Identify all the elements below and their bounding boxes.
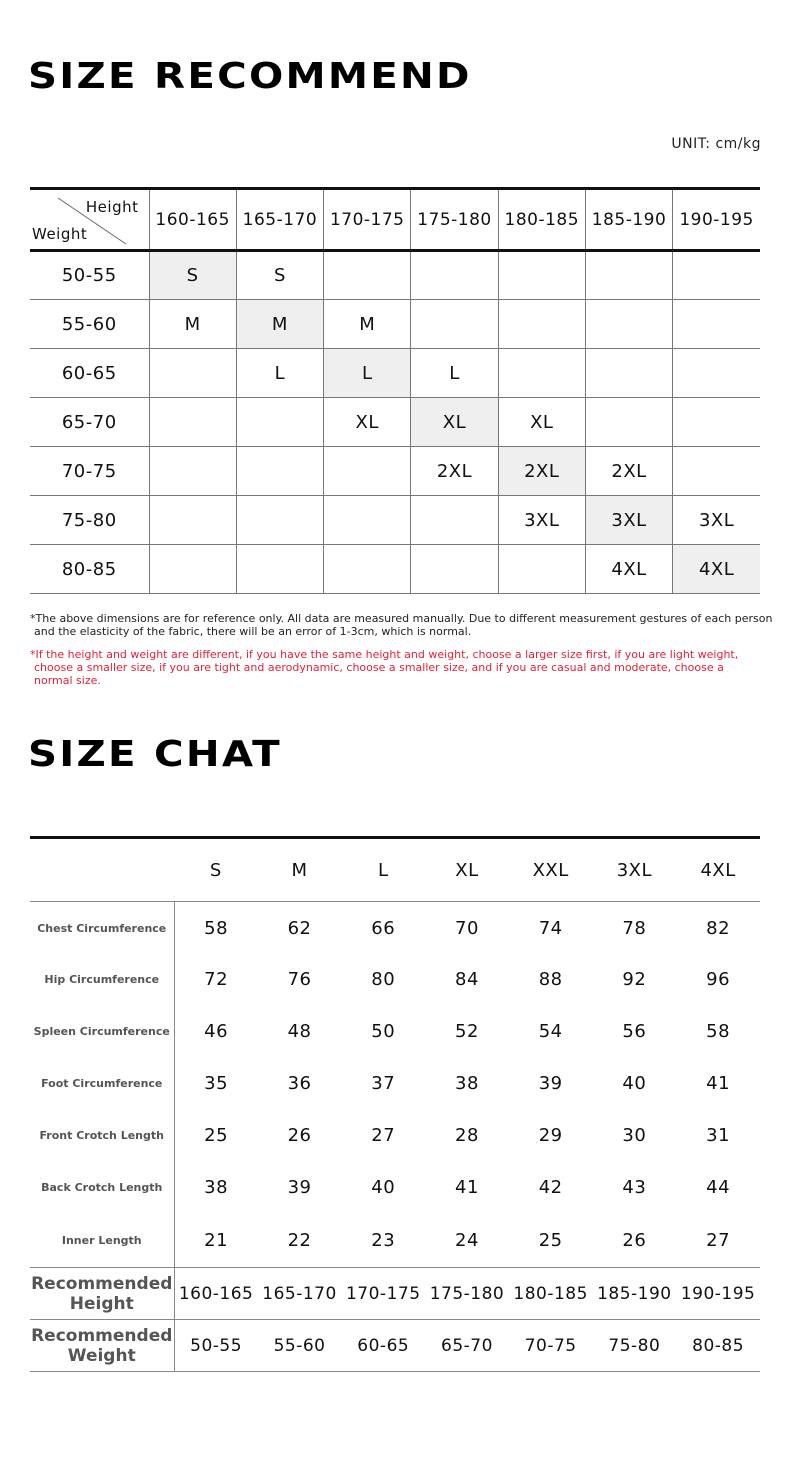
- measurement-value: 75-80: [593, 1320, 677, 1372]
- measurement-value: 23: [371, 1229, 396, 1251]
- size-cell: [585, 251, 672, 300]
- height-range-header: 160-165: [149, 189, 236, 251]
- weight-row: [30, 251, 760, 300]
- reference-note: [30, 612, 775, 638]
- measurement-value: 160-165: [174, 1268, 258, 1320]
- measurement-value: 38: [455, 1073, 479, 1094]
- size-cell: [498, 545, 585, 594]
- measurement-value: 42: [538, 1177, 563, 1198]
- measurement-label: Spleen Circumference: [30, 1006, 174, 1058]
- measurement-value: 70-75: [509, 1320, 593, 1372]
- size-header: L: [341, 838, 425, 902]
- weight-row: [30, 447, 760, 496]
- size-cell: 3XL: [498, 496, 585, 545]
- measurement-value: 39: [287, 1177, 312, 1198]
- measurement-value: 21: [204, 1229, 229, 1251]
- weight-row: [30, 300, 760, 349]
- measurement-value: 39: [538, 1073, 563, 1094]
- size-cell: [673, 447, 760, 496]
- measurement-value: 40: [371, 1177, 396, 1198]
- measurement-value: 22: [287, 1229, 312, 1251]
- measurement-value: 29: [538, 1125, 563, 1146]
- size-cell: [324, 545, 411, 594]
- size-cell: [324, 447, 411, 496]
- advice-note-line: choose a smaller size, if you are tight and aerodynamic, choose a smaller size, and if you are casual and moderate, choose a: [34, 661, 724, 674]
- measurement-value: 76: [287, 969, 312, 990]
- measurement-value: 190-195: [676, 1268, 760, 1320]
- size-cell: [498, 349, 585, 398]
- measurement-value: 38: [204, 1177, 229, 1198]
- advice-note-line: *If the height and weight are different, if you have the same height and weight, choose a larger size first, if you are light weight,: [30, 648, 739, 661]
- sizing-advice-note: [30, 648, 775, 687]
- measurement-row: [30, 1214, 760, 1268]
- size-cell: 3XL: [673, 496, 760, 545]
- size-header: S: [174, 838, 258, 902]
- measurement-value: 25: [204, 1125, 229, 1146]
- reference-note-line: and the elasticity of the fabric, there will be an error of 1-3cm, which is normal.: [34, 625, 472, 638]
- measurement-value: 46: [204, 1021, 229, 1042]
- measurement-row: [30, 954, 760, 1006]
- measurement-value: 52: [455, 1021, 479, 1042]
- size-cell: 3XL: [585, 496, 672, 545]
- weight-row: [30, 496, 760, 545]
- measurement-value: 48: [287, 1021, 312, 1042]
- measurement-value: 25: [538, 1229, 563, 1251]
- size-cell: 2XL: [411, 447, 498, 496]
- size-cell: [673, 300, 760, 349]
- measurement-row: [30, 902, 760, 954]
- size-cell: [236, 496, 323, 545]
- measurement-value: 80-85: [676, 1320, 760, 1372]
- measurement-value: 44: [706, 1177, 731, 1198]
- measurement-value: 65-70: [425, 1320, 509, 1372]
- measurement-value: 31: [706, 1125, 731, 1146]
- size-cell: [673, 398, 760, 447]
- measurement-label: Inner Length: [30, 1214, 174, 1268]
- measurement-value: 50-55: [174, 1320, 258, 1372]
- measurement-value: 92: [622, 969, 647, 990]
- size-cell: L: [411, 349, 498, 398]
- size-cell: XL: [498, 398, 585, 447]
- measurement-value: 70: [455, 918, 479, 940]
- height-range-header: 180-185: [498, 189, 585, 251]
- measurement-value: 54: [538, 1021, 563, 1042]
- measurement-value: 50: [371, 1021, 396, 1042]
- size-cell: [149, 398, 236, 447]
- size-header: 4XL: [676, 838, 760, 902]
- measurement-value: 55-60: [258, 1320, 342, 1372]
- size-cell: [585, 300, 672, 349]
- measurement-value: 78: [622, 918, 647, 940]
- unit-label: UNIT: cm/kg: [671, 136, 761, 152]
- measurement-value: 30: [622, 1125, 647, 1146]
- size-cell: [673, 349, 760, 398]
- size-cell: S: [149, 251, 236, 300]
- size-cell: [585, 398, 672, 447]
- advice-note-line: normal size.: [34, 674, 101, 687]
- measurement-value: 96: [706, 969, 731, 990]
- size-cell: [324, 496, 411, 545]
- height-axis-label: Height: [85, 198, 139, 216]
- height-header-row: [30, 189, 760, 251]
- weight-range-label: 75-80: [30, 496, 149, 545]
- size-recommend-title: SIZE RECOMMEND: [28, 56, 472, 97]
- measurement-row: [30, 1162, 760, 1214]
- measurement-value: 40: [622, 1073, 647, 1094]
- size-cell: [149, 545, 236, 594]
- measurement-value: 26: [622, 1229, 647, 1251]
- size-header: XXL: [509, 838, 593, 902]
- size-cell: 2XL: [498, 447, 585, 496]
- measurement-label: Front Crotch Length: [30, 1110, 174, 1162]
- measurement-value: 36: [287, 1073, 312, 1094]
- size-chart-table: [30, 836, 760, 1372]
- measurement-value: 27: [371, 1125, 396, 1146]
- weight-range-label: 50-55: [30, 251, 149, 300]
- measurement-value: 84: [455, 969, 479, 990]
- size-cell: [411, 496, 498, 545]
- height-range-header: 175-180: [411, 189, 498, 251]
- measurement-value: 66: [371, 918, 396, 940]
- height-range-header: 165-170: [236, 189, 323, 251]
- size-cell: [236, 545, 323, 594]
- size-cell: L: [324, 349, 411, 398]
- measurement-label: Recommended Height: [30, 1268, 174, 1320]
- size-cell: S: [236, 251, 323, 300]
- size-cell: 4XL: [673, 545, 760, 594]
- size-cell: [673, 251, 760, 300]
- measurement-value: 180-185: [509, 1268, 593, 1320]
- size-header: M: [258, 838, 342, 902]
- size-cell: [411, 251, 498, 300]
- size-header: 3XL: [593, 838, 677, 902]
- size-cell: [585, 349, 672, 398]
- height-range-header: 185-190: [585, 189, 672, 251]
- measurement-label: Chest Circumference: [30, 902, 174, 954]
- weight-range-label: 65-70: [30, 398, 149, 447]
- weight-row: [30, 398, 760, 447]
- measurement-label: Foot Circumference: [30, 1058, 174, 1110]
- measurement-value: 56: [622, 1021, 647, 1042]
- measurement-value: 72: [204, 969, 229, 990]
- size-cell: [411, 545, 498, 594]
- measurement-row: [30, 1006, 760, 1058]
- size-cell: M: [324, 300, 411, 349]
- measurement-row: [30, 1110, 760, 1162]
- measurement-value: 43: [622, 1177, 647, 1198]
- measurement-label: Back Crotch Length: [30, 1162, 174, 1214]
- measurement-value: 88: [538, 969, 563, 990]
- weight-range-label: 55-60: [30, 300, 149, 349]
- weight-row: [30, 545, 760, 594]
- measurement-label: Recommended Weight: [30, 1320, 174, 1372]
- size-header-row: [30, 838, 760, 902]
- blank-header-cell: [30, 838, 174, 902]
- measurement-value: 58: [706, 1021, 731, 1042]
- measurement-value: 28: [455, 1125, 479, 1146]
- height-range-header: 190-195: [673, 189, 760, 251]
- measurement-value: 26: [287, 1125, 312, 1146]
- size-cell: M: [236, 300, 323, 349]
- measurement-value: 165-170: [258, 1268, 342, 1320]
- size-cell: XL: [324, 398, 411, 447]
- size-header: XL: [425, 838, 509, 902]
- size-cell: L: [236, 349, 323, 398]
- measurement-value: 62: [287, 918, 312, 940]
- size-cell: [149, 447, 236, 496]
- weight-range-label: 80-85: [30, 545, 149, 594]
- measurement-value: 41: [455, 1177, 479, 1198]
- measurement-value: 82: [706, 918, 731, 940]
- weight-row: [30, 349, 760, 398]
- size-cell: [149, 349, 236, 398]
- measurement-value: 37: [371, 1073, 396, 1094]
- size-cell: [236, 398, 323, 447]
- reference-note-line: *The above dimensions are for reference only. All data are measured manually. Due to different measurement gestures of each person: [30, 612, 773, 625]
- measurement-value: 58: [204, 918, 229, 940]
- size-cell: [411, 300, 498, 349]
- weight-range-label: 60-65: [30, 349, 149, 398]
- size-cell: M: [149, 300, 236, 349]
- measurement-value: 170-175: [341, 1268, 425, 1320]
- size-chart-title: SIZE CHAT: [28, 734, 282, 775]
- size-cell: 2XL: [585, 447, 672, 496]
- recommended-row: [30, 1320, 760, 1372]
- size-recommend-table: [30, 187, 760, 594]
- measurement-value: 27: [706, 1229, 731, 1251]
- measurement-value: 60-65: [341, 1320, 425, 1372]
- measurement-row: [30, 1058, 760, 1110]
- size-cell: XL: [411, 398, 498, 447]
- height-weight-corner-cell: [30, 189, 149, 251]
- measurement-value: 41: [706, 1073, 731, 1094]
- size-cell: [498, 300, 585, 349]
- size-cell: [324, 251, 411, 300]
- measurement-value: 175-180: [425, 1268, 509, 1320]
- measurement-value: 80: [371, 969, 396, 990]
- measurement-value: 74: [538, 918, 563, 940]
- measurement-value: 185-190: [593, 1268, 677, 1320]
- weight-axis-label: Weight: [32, 225, 88, 243]
- weight-range-label: 70-75: [30, 447, 149, 496]
- size-cell: [149, 496, 236, 545]
- measurement-value: 24: [455, 1229, 479, 1251]
- measurement-value: 35: [204, 1073, 229, 1094]
- size-cell: [236, 447, 323, 496]
- height-range-header: 170-175: [324, 189, 411, 251]
- measurement-label: Hip Circumference: [30, 954, 174, 1006]
- recommended-row: [30, 1268, 760, 1320]
- size-cell: [498, 251, 585, 300]
- size-cell: 4XL: [585, 545, 672, 594]
